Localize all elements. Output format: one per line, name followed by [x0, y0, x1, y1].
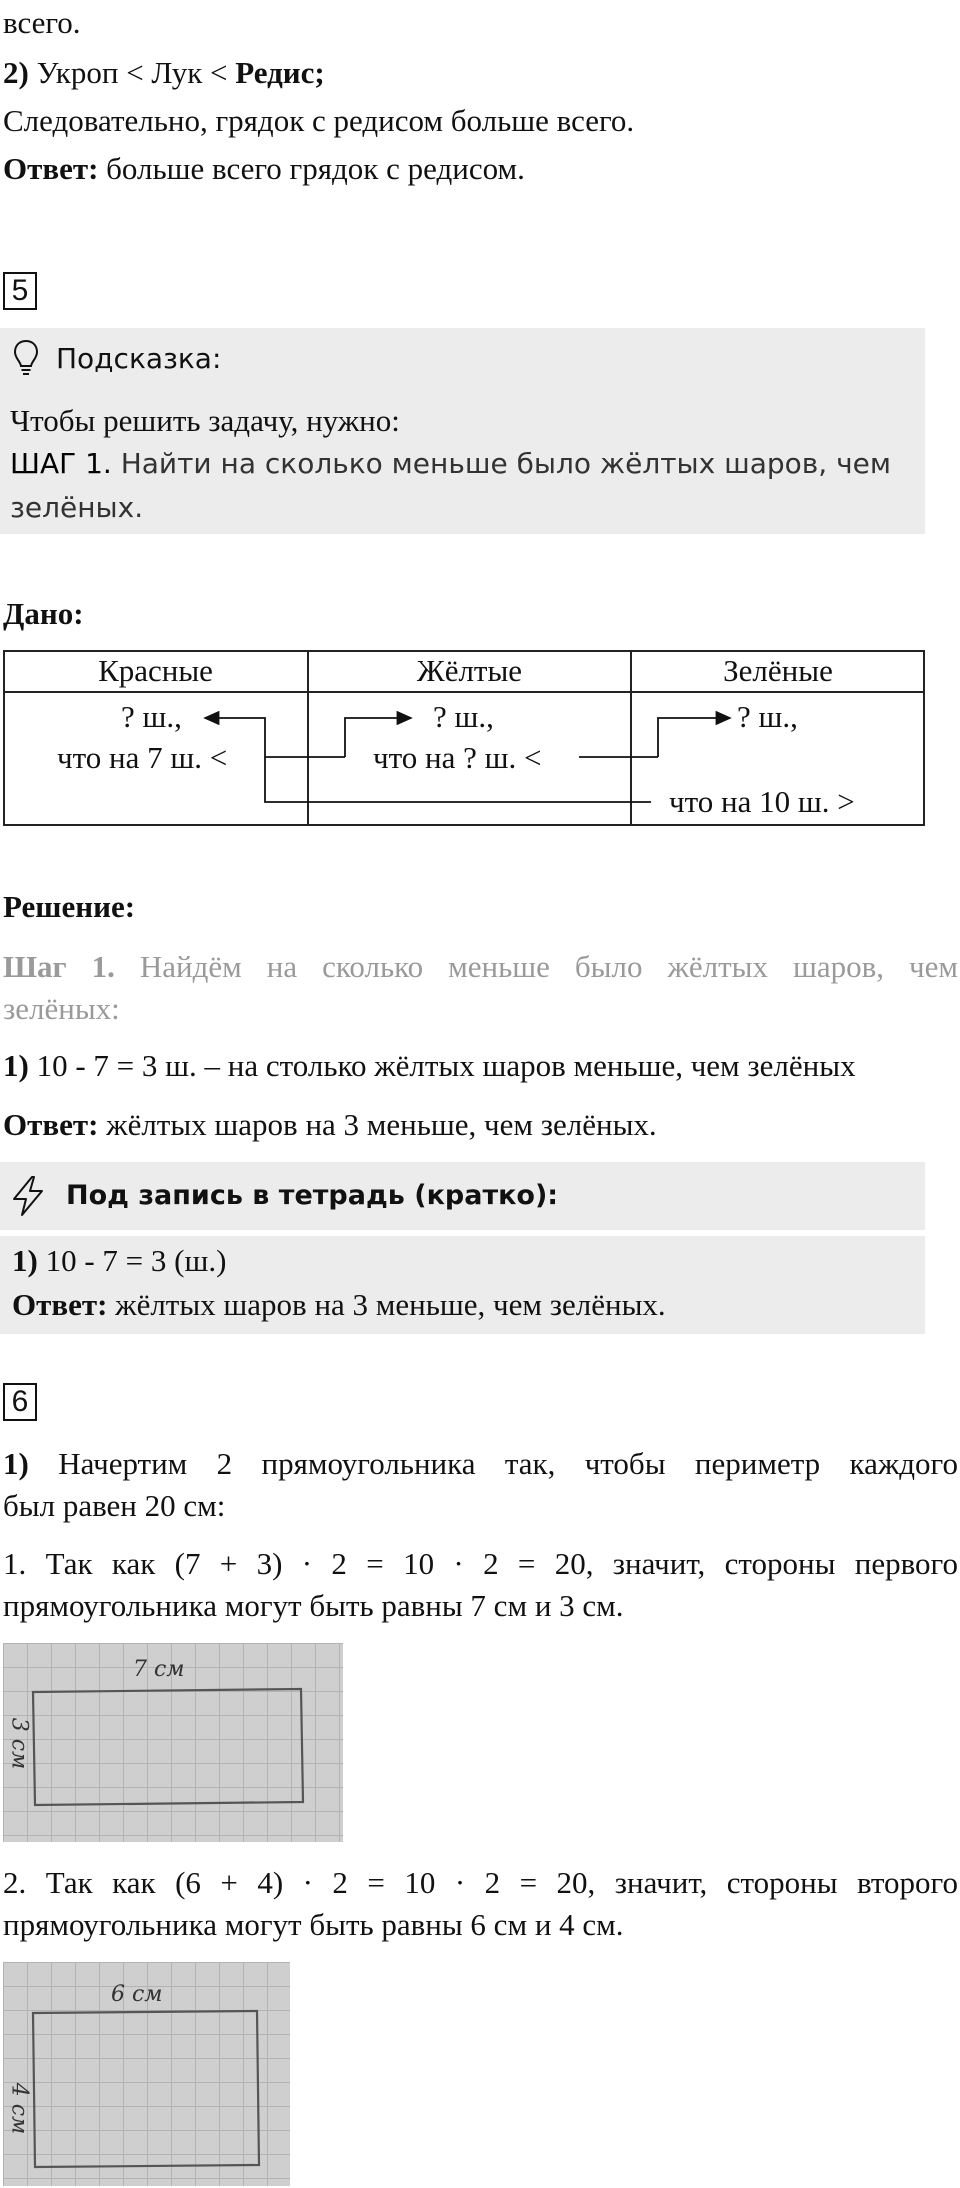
- task6-intro-text: Начертим 2 прямоугольника так, чтобы периметр каждого: [28, 1446, 958, 1481]
- rectangle-1-photo: [3, 1643, 343, 1842]
- solution-label: [3, 886, 135, 928]
- given-label: [3, 593, 84, 635]
- task-number-5: 5: [3, 272, 37, 310]
- task-number-6: 6: [3, 1383, 37, 1421]
- lightbulb-icon: [12, 338, 40, 383]
- notebook-line1: [12, 1240, 226, 1282]
- comparison-line: [3, 52, 325, 94]
- comparison-text: Укроп < Лук <: [28, 55, 236, 90]
- hint-step-text: Найти на сколько меньше было жёлтых шаров, чем: [111, 447, 891, 480]
- answer-text-5: жёлтых шаров на 3 меньше, чем зелёных.: [98, 1107, 657, 1142]
- step1-text2: зелёных:: [3, 991, 120, 1026]
- red-relation: что на 7 ш. <: [55, 737, 229, 779]
- given-table: [3, 650, 925, 826]
- step1-label: Шаг 1.: [3, 949, 115, 984]
- rectangle-1-side-label: 3 см: [6, 1717, 32, 1770]
- answer-label-5: Ответ:: [3, 1107, 99, 1142]
- rectangle-2-photo: [3, 1962, 290, 2186]
- hint-step-text2: зелёных.: [10, 491, 144, 524]
- rectangle-2-top-label: 6 см: [111, 1982, 163, 2007]
- yellow-relation: что на ? ш. <: [371, 737, 543, 779]
- calc-num: 1): [3, 1048, 29, 1083]
- header-red: Красные: [98, 653, 213, 688]
- task6-intro-text2: был равен 20 см:: [3, 1488, 226, 1523]
- task6-intro-num: 1): [3, 1446, 29, 1481]
- step1-text: Найдём на сколько меньше было жёлтых шаров, чем: [114, 949, 958, 984]
- rectangle-1-top-label: 7 см: [133, 1657, 185, 1682]
- task6-intro: [3, 1443, 958, 1527]
- task6-item1-line2: прямоугольника могут быть равны 7 см и 3 см.: [3, 1588, 624, 1623]
- hint-step: [10, 442, 910, 530]
- arrow-yellow-to-green: [658, 718, 730, 757]
- notebook-line1-text: 10 - 7 = 3 (ш.): [37, 1243, 227, 1278]
- header-green: Зелёные: [723, 653, 833, 688]
- answer-label: Ответ:: [3, 151, 99, 186]
- task6-item2: [3, 1862, 958, 1946]
- notebook-answer: [12, 1284, 666, 1326]
- lightning-icon: [10, 1175, 46, 1222]
- notebook-content-panel: [0, 1236, 925, 1334]
- step1-paragraph: [3, 946, 958, 1030]
- rectangle-2-side-label: 4 см: [6, 2082, 32, 2135]
- calc-text: 10 - 7 = 3 ш. – на столько жёлтых шаров меньше, чем зелёных: [28, 1048, 856, 1083]
- task6-item2-line2: прямоугольника могут быть равны 6 см и 4 см.: [3, 1907, 624, 1942]
- item-number: 2): [3, 55, 29, 90]
- answer-line-5: [3, 1104, 657, 1146]
- solution-label-text: Решение:: [3, 889, 136, 924]
- header-yellow: Жёлтые: [416, 653, 523, 688]
- notebook-line1-num: 1): [12, 1243, 38, 1278]
- notebook-answer-text: жёлтых шаров на 3 меньше, чем зелёных.: [107, 1287, 666, 1322]
- green-relation: что на 10 ш. >: [667, 781, 857, 823]
- hint-step-label: ШАГ 1.: [10, 447, 112, 480]
- notebook-answer-label: Ответ:: [12, 1287, 108, 1322]
- notebook-header-panel: [0, 1162, 925, 1230]
- calc-line: [3, 1045, 856, 1087]
- hint-title: Подсказка:: [56, 342, 222, 375]
- text-line-vsego: всего.: [3, 5, 81, 40]
- task6-item1-line1: 1. Так как (7 + 3) · 2 = 10 · 2 = 20, значит, стороны первого: [3, 1546, 958, 1581]
- yellow-value: ? ш.,: [431, 696, 496, 738]
- notebook-title: Под запись в тетрадь (кратко):: [66, 1180, 559, 1211]
- red-value: ? ш.,: [119, 696, 184, 738]
- task6-item2-line1: 2. Так как (6 + 4) · 2 = 10 · 2 = 20, значит, стороны второго: [3, 1865, 958, 1900]
- answer-text: больше всего грядок с редисом.: [98, 151, 525, 186]
- comparison-bold: Редис;: [235, 55, 325, 90]
- green-value: ? ш.,: [735, 696, 800, 738]
- conclusion-line: Следовательно, грядок с редисом больше всего.: [3, 103, 635, 138]
- given-label-text: Дано:: [3, 596, 84, 631]
- answer-line-top: [3, 148, 525, 190]
- task6-item1: [3, 1543, 958, 1627]
- hint-panel: [0, 328, 925, 534]
- hint-line: Чтобы решить задачу, нужно:: [10, 403, 400, 438]
